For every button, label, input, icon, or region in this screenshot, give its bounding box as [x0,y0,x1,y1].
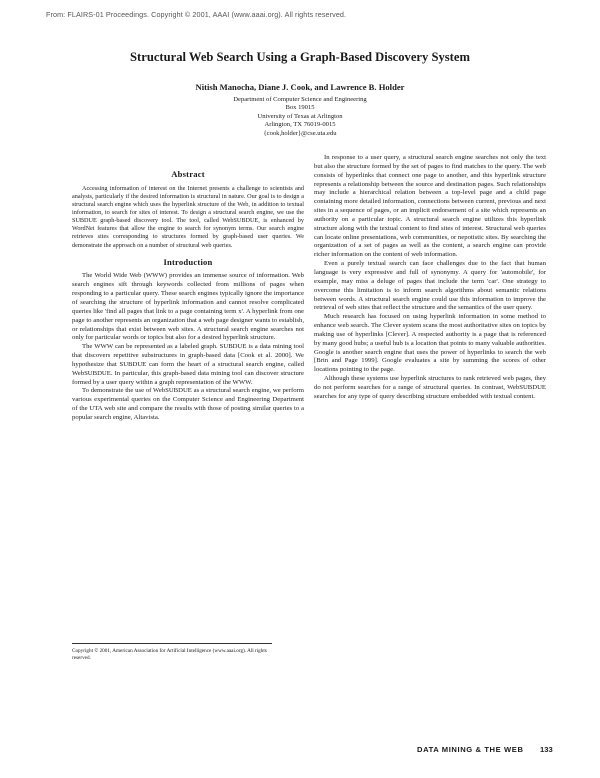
introduction-heading: Introduction [163,256,213,267]
copyright-footnote: Copyright © 2001, American Association for Artificial Intelligence (www.aaai.org). All rights reserved. [72,643,272,662]
paper-title: Structural Web Search Using a Graph-Based Discovery System [130,50,470,64]
author-list: Nitish Manocha, Diane J. Cook, and Lawrence B. Holder [195,82,405,92]
intro-paragraph: To demonstrate the use of WebSUBDUE as a structural search engine, we perform various experimental queries on the Computer Science and Engineering Department of the UTA web site and compare the results with those of posting similar queries to a popular search engine, Altavista. [72,387,304,421]
body-paragraph: In response to a user query, a structural search engine searches not only the text but also the structure formed by the set of pages to find matches to the query. The web consists of hyperlinks that connect one page to another, and this hyperlink structure represents a relationship between the source and destination pages. Such relationships may include a hierarchical relation between a top-level page and a child page containing more detailed information, connections between current, previous and next sites in a sequence of pages, or an implicit endorsement of a site which represents an authority on a particular topic. A structural search engine utilizes this hyperlink structure along with the textual content to find sites of interest. Structural web queries can locate online presentations, web communities, or nepotistic sites. By searching the organization of a set of pages as well as the content, a search engine can provide richer information on the content of web information. [314,154,546,259]
affiliation-email[interactable]: {cook,holder}@cse.uta.edu [263,129,337,137]
right-column [314,154,546,402]
section-footer: DATA MINING & THE WEB [417,745,524,754]
copyright-banner: From: FLAIRS-01 Proceedings. Copyright © 2001, AAAI (www.aaai.org). All rights reserved. [46,10,347,19]
intro-paragraph: The WWW can be represented as a labeled graph. SUBDUE is a data mining tool that discovers repetitive substructures in graph-based data [Cook et al. 2000]. We hypothesize that SUBDUE can form the heart of a structural search engine, called WebSUBDUE. In particular, this graph-based data mining tool can discover structure formed by a user query within a graph representation of the WWW. [72,343,304,386]
body-paragraph: Much research has focused on using hyperlink information in some method to enhance web search. The Clever system scans the most authoritative sites on topics by making use of hyperlinks [Clever]. A respected authority is a page that is referenced by many good hubs; a useful hub is a location that points to many valuable authorities. Google is another search engine that uses the power of hyperlinks to search the web [Brin and Page 1999]. Google evaluates a site by summing the scores of other locations pointing to the page. [314,313,546,374]
abstract-section [72,170,304,250]
affiliation-city: Arlington, TX 76019-0015 [264,121,336,129]
page-number: 133 [540,745,553,754]
abstract-text: Accessing information of interest on the Internet presents a challenge to scientists and analysts, particularly if the desired information is structural in nature. Our goal is to design a structural search engine which uses the hyperlink structure of the Web, in addition to textual information, to search for sites of interest. To design a structural search engine, we use the SUBDUE graph-based discovery tool. The tool, called WebSUBDUE, is enhanced by WordNet features that allow the engine to search for synonym terms. Our search engine retrieves sites corresponding to structures formed by graph-based user queries. We demonstrate the approach on a number of structural web queries. [72,184,304,249]
affiliation-box: Box 19015 [285,104,315,112]
abstract-heading: Abstract [171,169,205,179]
affiliation-university: University of Texas at Arlington [257,112,343,120]
body-paragraph: Although these systems use hyperlink structures to rank retrieved web pages, they do not perform searches for a range of structural queries. In contrast, WebSUBDUE searches for any type of query describing structure embedded with textual content. [314,375,546,400]
affiliation-dept: Department of Computer Science and Engineering [233,96,367,103]
introduction-section [72,258,304,423]
affiliation-block [0,96,600,138]
body-paragraph: Even a purely textual search can face challenges due to the fact that human language is very expressive and full of synonymy. A query for 'automobile', for example, may miss a deluge of pages that include the term 'car'. One strategy to overcome this limitation is to inform search algorithms about semantic relations between words. A structural search engine could use this information to improve the retrieval of web sites that reflect the structure and the semantics of the user query. [314,260,546,312]
intro-paragraph: The World Wide Web (WWW) provides an immense source of information. Web search engines sift through keywords collected from millions of pages when responding to a particular query. These search engines typically ignore the importance of searching the structure of hyperlink information and cannot resolve complicated queries like 'find all pages that link to a page containing term x'. A hyperlink from one page to another represents an organization that a web page designer wants to establish, or relationships that exist between web sites. A structural search engine searches not only for particular words or topics but also for a desired hyperlink structure. [72,272,304,342]
left-column [72,170,304,423]
